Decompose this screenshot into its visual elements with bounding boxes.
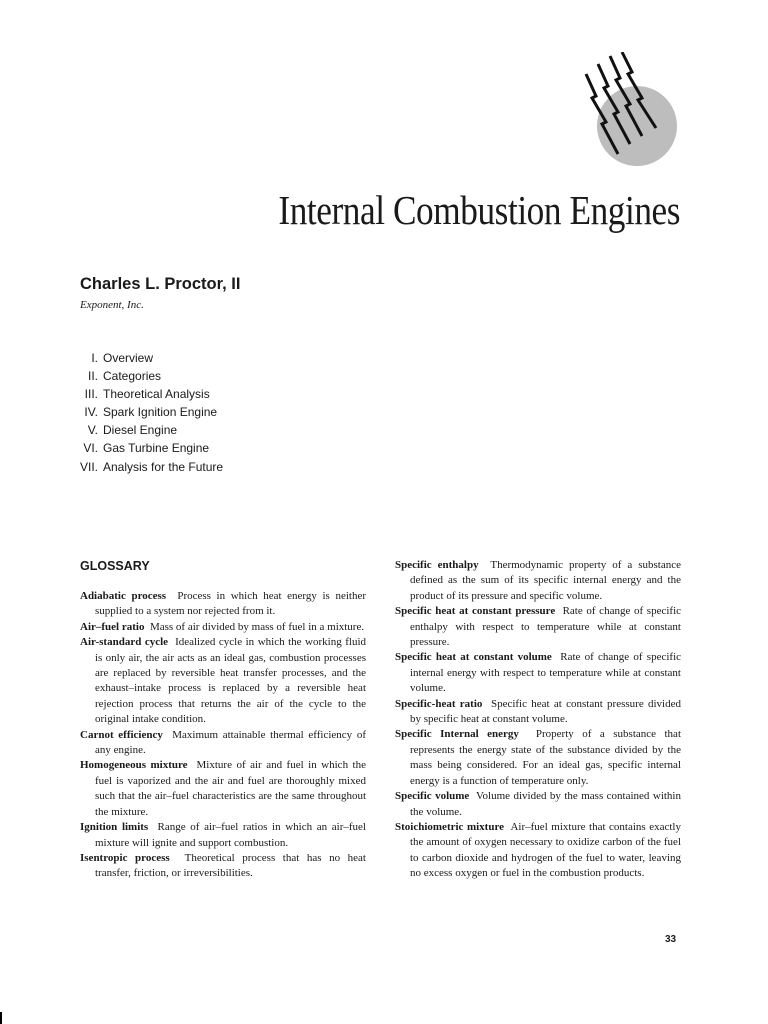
outline-item: [78, 385, 223, 403]
outline-item: [78, 349, 223, 367]
glossary-definition: Maximum attainable thermal efficiency of any engine.: [95, 728, 367, 757]
outline-label: Gas Turbine Engine: [103, 441, 210, 456]
glossary-entry: [80, 820, 366, 851]
glossary-entry: [80, 635, 366, 727]
glossary-term: Isentropic process: [80, 851, 170, 864]
glossary-entry: [80, 728, 366, 759]
outline-number: III.: [84, 387, 98, 402]
glossary-definition: Volume divided by the mass contained within the volume.: [410, 790, 681, 818]
glossary-entry: [395, 558, 681, 604]
lightning-bolts-icon: [570, 52, 685, 170]
glossary-definition: Specific heat at constant pressure divided by specific heat at constant volume.: [410, 697, 681, 726]
glossary-entry: [80, 589, 366, 620]
glossary-term: Specific heat at constant volume: [395, 651, 552, 664]
glossary-column-left: [80, 589, 366, 882]
glossary-term: Stoichiometric mixture: [395, 820, 505, 833]
glossary-definition: Range of air–fuel ratios in which an air–fuel mixture will ignite and support combustion.: [95, 821, 366, 849]
outline-number: II.: [87, 369, 98, 384]
glossary-entry: [395, 650, 681, 696]
glossary-entry: [395, 727, 681, 789]
glossary-entry: [395, 604, 681, 650]
glossary-term: Specific heat at constant pressure: [395, 605, 556, 618]
outline-number: V.: [87, 423, 98, 438]
outline-label: Overview: [103, 351, 154, 365]
author-name: Charles L. Proctor, II: [80, 275, 241, 293]
author-affiliation: Exponent, Inc.: [80, 299, 144, 311]
outline-item: [78, 421, 223, 439]
outline-label: Diesel Engine: [103, 423, 178, 438]
glossary-term: Specific-heat ratio: [395, 697, 483, 710]
glossary-entry: [80, 851, 366, 882]
glossary-column-right: [395, 558, 681, 882]
outline-item: [78, 458, 223, 476]
glossary-definition: Mixture of air and fuel in which the fuel is vaporized and the air and fuel are thoroughly mixed such that the air–fuel characteristics are the same throughout the mixture.: [95, 759, 366, 818]
glossary-definition: Theoretical process that has no heat transfer, friction, or irreversibilities.: [95, 851, 366, 880]
glossary-term: Specific Internal energy: [395, 728, 519, 741]
glossary-definition: Thermodynamic property of a substance defined as the sum of its specific internal energy and the product of its pressure and specific volume.: [410, 559, 681, 602]
glossary-heading: GLOSSARY: [80, 559, 150, 573]
glossary-entry: [395, 820, 681, 882]
outline-number: VII.: [79, 459, 98, 474]
outline-number: VI.: [83, 441, 98, 456]
glossary-definition: Mass of air divided by mass of fuel in a mixture.: [149, 620, 365, 633]
glossary-definition: Property of a substance that represents the energy state of the substance divided by the mass being considered. For an ideal gas, specific internal energy is a function of temperature only.: [410, 728, 681, 787]
glossary-term: Air–fuel ratio: [80, 620, 145, 633]
glossary-term: Carnot efficiency: [80, 728, 163, 741]
outline-number: IV.: [84, 405, 98, 420]
glossary-term: Air-standard cycle: [80, 636, 169, 649]
outline-label: Categories: [103, 369, 162, 384]
glossary-term: Specific enthalpy: [395, 559, 479, 571]
outline-number: I.: [91, 351, 98, 365]
glossary-term: Ignition limits: [80, 821, 149, 834]
page-number: 33: [665, 934, 677, 945]
glossary-term: Homogeneous mixture: [80, 759, 188, 772]
outline-label: Analysis for the Future: [103, 459, 224, 474]
outline-item: [78, 367, 223, 385]
glossary-definition: Process in which heat energy is neither supplied to a system nor rejected from it.: [95, 590, 366, 618]
glossary-entry: [80, 758, 366, 820]
glossary-term: Specific volume: [395, 790, 470, 803]
outline-label: Theoretical Analysis: [103, 387, 210, 402]
glossary-definition: Idealized cycle in which the working fluid is only air, the air acts as an ideal gas, combustion processes are replaced by reversible heat transfer processes, and the exhaust–intake process is replaced by a reversible heat rejection process that returns the air of the cycle to the original intake condition.: [95, 636, 366, 726]
scan-edge-mark: [0, 1012, 2, 1024]
outline-item: [78, 403, 223, 421]
chapter-title: Internal Combustion Engines: [278, 187, 680, 233]
glossary-term: Adiabatic process: [80, 590, 167, 602]
glossary-definition: Air–fuel mixture that contains exactly the amount of oxygen necessary to oxidize carbon of the fuel to carbon dioxide and hydrogen of the fuel to water, leaving no excess oxygen or fuel in the combustion products.: [410, 820, 681, 880]
glossary-definition: Rate of change of specific enthalpy with respect to temperature while at constant pressure.: [410, 605, 682, 649]
outline-item: [78, 439, 223, 457]
glossary-definition: Rate of change of specific internal energy with respect to temperature while at constant volume.: [410, 651, 682, 695]
glossary-entry: [80, 620, 366, 635]
outline-label: Spark Ignition Engine: [103, 405, 218, 420]
chapter-outline: [78, 349, 223, 476]
glossary-entry: [395, 789, 681, 820]
glossary-entry: [395, 697, 681, 728]
